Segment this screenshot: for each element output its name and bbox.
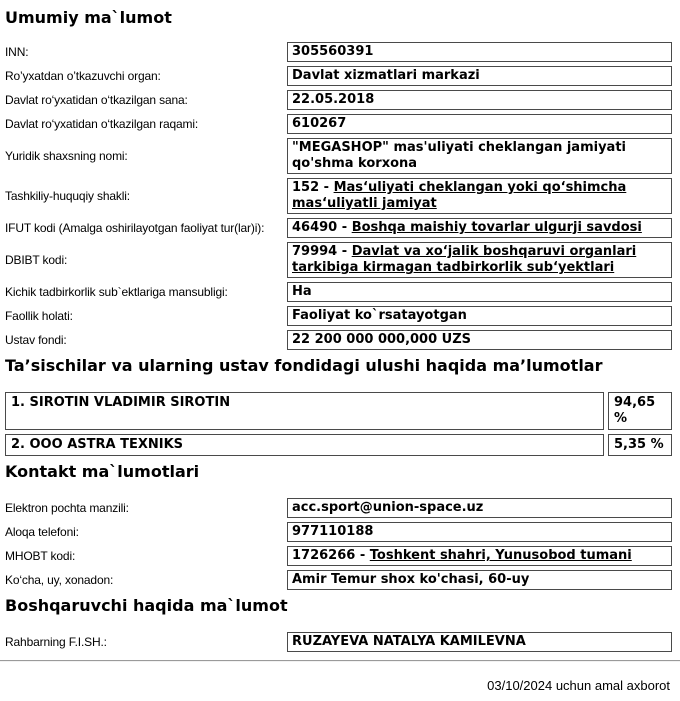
field-label: MHOBT kodi: [5, 548, 76, 563]
field-row-phone [5, 522, 672, 542]
field-row-address [5, 570, 672, 590]
field-value-text: Faoliyat ko`rsatayotgan [292, 308, 467, 323]
field-row-director-name [5, 632, 672, 652]
field-value-text: 610267 [292, 116, 347, 131]
field-value-text: "MEGASHOP" mas'uliyati cheklangan jamiyati qo'shma korxona [292, 140, 627, 171]
field-label: Faollik holati: [5, 308, 73, 323]
field-row-inn [5, 42, 672, 62]
field-row-legal-form [5, 178, 672, 214]
field-value-legal-name [287, 138, 672, 174]
legal-form-link[interactable]: Mas‘uliyati cheklangan yoki qo‘shimcha mas‘uliyatli jamiyat [292, 180, 627, 211]
field-label: Kichik tadbirkorlik sub`ektlariga mansubligi: [5, 284, 228, 299]
founder-share: 5,35 % [608, 434, 672, 456]
field-label: Davlat ro‘yxatidan o‘tkazilgan raqami: [5, 116, 199, 131]
section-heading-contacts: Kontakt ma`lumotlari [5, 462, 200, 481]
field-label: DBIBT kodi: [5, 252, 68, 267]
field-value-text: 22 200 000 000,000 UZS [292, 332, 472, 347]
section-heading-founders: Ta’sischilar va ularning ustav fondidagi ulushi haqida ma’lumotlar [5, 356, 603, 375]
field-label: Ustav fondi: [5, 332, 67, 347]
field-row-mhobt-code [5, 546, 672, 566]
field-row-small-business [5, 282, 672, 302]
field-label: INN: [5, 44, 29, 59]
field-label: Elektron pochta manzili: [5, 500, 129, 515]
field-row-activity-status [5, 306, 672, 326]
founder-name: 1. SIROTIN VLADIMIR SIROTIN [5, 392, 604, 430]
field-value-text: 305560391 [292, 44, 374, 59]
field-row-legal-name [5, 138, 672, 174]
field-value-ifut-code [287, 218, 672, 238]
founder-row [5, 434, 672, 456]
field-value-text: 1726266 - [292, 548, 370, 563]
bottom-divider [0, 660, 680, 662]
field-value-text: 79994 - [292, 244, 352, 259]
field-row-reg-organ [5, 66, 672, 86]
dbibt-code-link[interactable]: Davlat va xo‘jalik boshqaruvi organlari tarkibiga kirmagan tadbirkorlik sub‘yektlari [292, 244, 637, 275]
section-heading-general: Umumiy ma`lumot [5, 8, 172, 27]
mhobt-code-link[interactable]: Toshkent shahri, Yunusobod tumani [369, 548, 632, 563]
footer-date-note: 03/10/2024 uchun amal axborot [487, 678, 670, 693]
field-label: Davlat ro‘yxatidan o‘tkazilgan sana: [5, 92, 188, 107]
field-value-text: Davlat xizmatlari markazi [292, 68, 480, 83]
founder-name: 2. OOO ASTRA TEXNIKS [5, 434, 604, 456]
field-value-legal-form [287, 178, 672, 214]
field-value-text: 977110188 [292, 524, 374, 539]
field-value-text: 152 - [292, 180, 334, 195]
ifut-code-link[interactable]: Boshqa maishiy tovarlar ulgurji savdosi [351, 220, 642, 235]
field-row-reg-date [5, 90, 672, 110]
section-heading-manager: Boshqaruvchi haqida ma`lumot [5, 596, 288, 615]
field-label: Aloqa telefoni: [5, 524, 79, 539]
field-row-charter-fund [5, 330, 672, 350]
field-value-reg-number [287, 114, 672, 134]
field-value-address [287, 570, 672, 590]
field-value-phone [287, 522, 672, 542]
field-label: Ro’yxatdan o’tkazuvchi organ: [5, 68, 161, 83]
field-label: Rahbarning F.I.SH.: [5, 634, 107, 649]
field-label: Tashkiliy-huquqiy shakli: [5, 188, 130, 203]
field-row-dbibt-code [5, 242, 672, 278]
founder-share: 94,65 % [608, 392, 672, 430]
field-value-text: acc.sport@union-space.uz [292, 500, 484, 515]
field-value-text: Amir Temur shox ko'chasi, 60-uy [292, 572, 530, 587]
field-value-director-name [287, 632, 672, 652]
field-value-text: Ha [292, 284, 312, 299]
field-value-inn [287, 42, 672, 62]
field-row-email [5, 498, 672, 518]
field-row-ifut-code [5, 218, 672, 238]
field-value-text: 22.05.2018 [292, 92, 375, 107]
field-label: IFUT kodi (Amalga oshirilayotgan faoliyat tur(lar)i): [5, 220, 265, 235]
field-value-activity-status [287, 306, 672, 326]
field-row-reg-number [5, 114, 672, 134]
field-label: Ko‘cha, uy, xonadon: [5, 572, 114, 587]
field-value-text: RUZAYEVA NATALYA KAMILEVNA [292, 634, 526, 649]
field-value-email [287, 498, 672, 518]
field-value-charter-fund [287, 330, 672, 350]
field-label: Yuridik shaxsning nomi: [5, 148, 128, 163]
field-value-small-business [287, 282, 672, 302]
field-value-text: 46490 - [292, 220, 352, 235]
founder-row [5, 392, 672, 430]
field-value-mhobt-code [287, 546, 672, 566]
field-value-reg-date [287, 90, 672, 110]
field-value-reg-organ [287, 66, 672, 86]
field-value-dbibt-code [287, 242, 672, 278]
